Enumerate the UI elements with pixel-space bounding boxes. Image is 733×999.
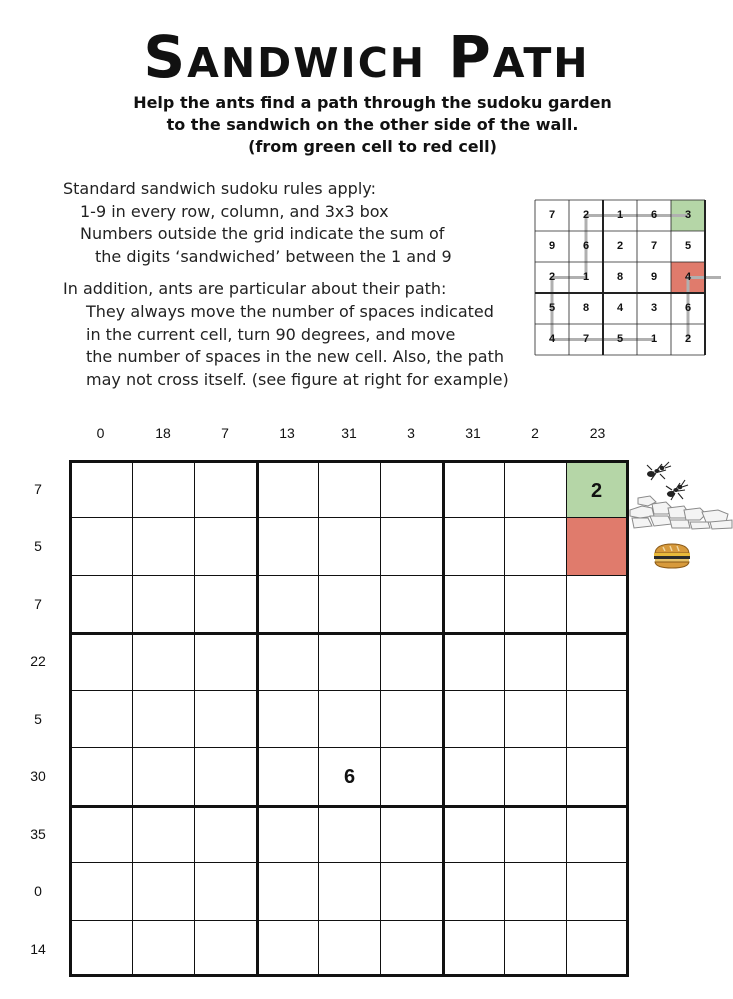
grid-cell[interactable] bbox=[380, 575, 442, 632]
rules-line: They always move the number of spaces indicated bbox=[86, 301, 494, 321]
given-digit: 6 bbox=[343, 766, 356, 788]
given-digit: 2 bbox=[590, 480, 603, 502]
grid-cell[interactable] bbox=[194, 747, 256, 805]
example-cell: 7 bbox=[548, 209, 556, 221]
grid-cell[interactable] bbox=[69, 575, 132, 632]
row-clue: 14 bbox=[30, 940, 46, 957]
example-cell: 5 bbox=[616, 333, 624, 345]
example-cell: 6 bbox=[650, 209, 658, 221]
grid-cell[interactable] bbox=[132, 460, 194, 517]
example-cell: 2 bbox=[582, 209, 590, 221]
subtitle-line: to the sandwich on the other side of the wall. bbox=[166, 115, 579, 134]
grid-cell[interactable] bbox=[318, 460, 380, 517]
grid-cell[interactable] bbox=[504, 862, 566, 920]
grid-cell[interactable] bbox=[566, 862, 629, 920]
example-cell: 1 bbox=[582, 271, 590, 283]
grid-cell[interactable] bbox=[442, 690, 504, 747]
example-cell: 6 bbox=[684, 302, 692, 314]
column-clue: 31 bbox=[465, 425, 481, 441]
example-grid bbox=[535, 200, 707, 358]
grid-cell[interactable] bbox=[504, 747, 566, 805]
grid-cell[interactable] bbox=[318, 805, 380, 862]
grid-cell[interactable] bbox=[442, 517, 504, 575]
grid-cell[interactable] bbox=[442, 805, 504, 862]
column-clue: 13 bbox=[279, 425, 295, 441]
grid-cell[interactable] bbox=[566, 632, 629, 690]
example-cell: 5 bbox=[548, 302, 556, 314]
grid-cell[interactable] bbox=[504, 920, 566, 977]
grid-cell[interactable] bbox=[132, 747, 194, 805]
rules-line: the digits ‘sandwiched’ between the 1 and 9 bbox=[95, 246, 452, 266]
column-clue: 31 bbox=[341, 425, 357, 441]
row-clue: 5 bbox=[34, 538, 42, 554]
grid-cell[interactable] bbox=[380, 690, 442, 747]
grid-cell[interactable] bbox=[256, 747, 318, 805]
grid-cell[interactable] bbox=[256, 805, 318, 862]
column-clue: 3 bbox=[407, 425, 415, 441]
example-cell: 3 bbox=[650, 302, 658, 314]
grid-cell[interactable] bbox=[256, 690, 318, 747]
row-clue: 35 bbox=[30, 825, 46, 842]
grid-cell[interactable] bbox=[566, 575, 629, 632]
grid-cell[interactable] bbox=[318, 575, 380, 632]
example-cell: 6 bbox=[582, 240, 590, 252]
grid-cell[interactable] bbox=[132, 690, 194, 747]
rules-line: the number of spaces in the new cell. Also, the path bbox=[86, 347, 505, 367]
subtitle-line: (from green cell to red cell) bbox=[248, 137, 497, 156]
rules-line: in the current cell, turn 90 degrees, and move bbox=[86, 324, 456, 344]
grid-cell[interactable] bbox=[69, 460, 132, 517]
grid-cell[interactable] bbox=[69, 690, 132, 747]
grid-cell[interactable] bbox=[69, 805, 132, 862]
example-cell: 1 bbox=[650, 333, 658, 345]
grid-cell[interactable] bbox=[504, 517, 566, 575]
example-cell: 3 bbox=[684, 209, 692, 221]
grid-cell[interactable] bbox=[380, 862, 442, 920]
grid-cell[interactable] bbox=[566, 805, 629, 862]
grid-cell[interactable] bbox=[256, 920, 318, 977]
grid-cell[interactable] bbox=[442, 920, 504, 977]
example-cell: 8 bbox=[582, 302, 590, 314]
row-clue: 7 bbox=[34, 595, 42, 612]
grid-cell[interactable] bbox=[132, 517, 194, 575]
grid-cell[interactable] bbox=[318, 690, 380, 747]
example-cell: 7 bbox=[650, 240, 658, 252]
grid-cell[interactable] bbox=[442, 632, 504, 690]
grid-cell[interactable] bbox=[318, 517, 380, 575]
grid-cell[interactable] bbox=[318, 747, 380, 805]
row-clue: 22 bbox=[30, 653, 46, 669]
grid-cell[interactable] bbox=[132, 575, 194, 632]
grid-cell[interactable] bbox=[69, 862, 132, 920]
grid-cell[interactable] bbox=[132, 862, 194, 920]
rules-line: 1-9 in every row, column, and 3x3 box bbox=[80, 201, 389, 221]
grid-cell[interactable] bbox=[132, 805, 194, 862]
grid-cell[interactable] bbox=[318, 632, 380, 690]
column-clue: 0 bbox=[96, 425, 105, 441]
grid-cell[interactable] bbox=[380, 805, 442, 862]
grid-cell[interactable] bbox=[132, 920, 194, 977]
grid-cell[interactable] bbox=[442, 575, 504, 632]
grid-cell[interactable] bbox=[194, 690, 256, 747]
grid-cell[interactable] bbox=[318, 862, 380, 920]
grid-cell[interactable] bbox=[256, 862, 318, 920]
rules-line: In addition, ants are particular about their path: bbox=[63, 279, 447, 299]
column-clue: 23 bbox=[589, 425, 606, 441]
grid-cell[interactable] bbox=[504, 632, 566, 690]
example-cell: 7 bbox=[582, 333, 590, 345]
example-cell: 2 bbox=[616, 240, 624, 252]
rules-line: Standard sandwich sudoku rules apply: bbox=[63, 179, 376, 198]
grid-cell[interactable] bbox=[256, 517, 318, 575]
example-cell: 4 bbox=[684, 271, 692, 283]
grid-cell[interactable] bbox=[380, 920, 442, 977]
row-clue: 0 bbox=[34, 883, 42, 899]
sudoku-grid bbox=[69, 460, 629, 977]
grid-cell[interactable] bbox=[380, 747, 442, 805]
grid-cell[interactable] bbox=[256, 632, 318, 690]
grid-cell[interactable] bbox=[504, 805, 566, 862]
grid-cell[interactable] bbox=[256, 575, 318, 632]
grid-cell[interactable] bbox=[69, 517, 132, 575]
grid-cell[interactable] bbox=[194, 805, 256, 862]
example-cell: 4 bbox=[548, 333, 556, 345]
example-cell: 9 bbox=[650, 271, 658, 283]
grid-cell[interactable] bbox=[566, 517, 629, 575]
example-cell: 4 bbox=[616, 302, 624, 314]
rules-line: may not cross itself. (see figure at right for example) bbox=[86, 369, 509, 389]
grid-cell[interactable] bbox=[194, 517, 256, 575]
grid-cell[interactable] bbox=[442, 747, 504, 805]
grid-cell[interactable] bbox=[132, 632, 194, 690]
grid-cell[interactable] bbox=[504, 575, 566, 632]
row-clue: 5 bbox=[34, 710, 42, 727]
subtitle-line: Help the ants find a path through the sudoku garden bbox=[133, 93, 612, 112]
grid-cell[interactable] bbox=[380, 460, 442, 517]
grid-cell[interactable] bbox=[504, 690, 566, 747]
grid-cell[interactable] bbox=[69, 632, 132, 690]
grid-cell[interactable] bbox=[194, 862, 256, 920]
page-title: Sandwich Path bbox=[143, 23, 590, 91]
grid-cell[interactable] bbox=[566, 690, 629, 747]
example-cell: 2 bbox=[548, 271, 556, 283]
grid-cell[interactable] bbox=[194, 920, 256, 977]
example-cell: 5 bbox=[684, 240, 692, 252]
grid-cell[interactable] bbox=[566, 460, 629, 517]
grid-cell[interactable] bbox=[442, 862, 504, 920]
grid-cell[interactable] bbox=[504, 460, 566, 517]
column-clue: 18 bbox=[155, 425, 171, 441]
grid-cell[interactable] bbox=[318, 920, 380, 977]
grid-cell[interactable] bbox=[380, 517, 442, 575]
sandwich-icon bbox=[652, 541, 692, 571]
grid-cell[interactable] bbox=[256, 460, 318, 517]
rules-line: Numbers outside the grid indicate the sum of bbox=[80, 224, 445, 244]
grid-cell[interactable] bbox=[380, 632, 442, 690]
row-clue: 7 bbox=[34, 480, 42, 497]
example-cell: 1 bbox=[616, 209, 624, 221]
grid-cell[interactable] bbox=[69, 920, 132, 977]
column-clue: 2 bbox=[531, 425, 539, 441]
grid-cell[interactable] bbox=[69, 747, 132, 805]
grid-cell[interactable] bbox=[194, 460, 256, 517]
example-cell: 2 bbox=[684, 333, 692, 345]
example-cell: 9 bbox=[548, 240, 556, 252]
row-clue: 30 bbox=[30, 768, 46, 784]
column-clue: 7 bbox=[221, 425, 229, 441]
example-cell: 8 bbox=[616, 271, 624, 283]
subtitle bbox=[0, 92, 733, 158]
grid-cell[interactable] bbox=[194, 575, 256, 632]
grid-cell[interactable] bbox=[566, 747, 629, 805]
grid-cell[interactable] bbox=[566, 920, 629, 977]
stone-wall-icon bbox=[628, 490, 733, 530]
rules-text bbox=[63, 178, 509, 391]
grid-cell[interactable] bbox=[442, 460, 504, 517]
grid-cell[interactable] bbox=[194, 632, 256, 690]
